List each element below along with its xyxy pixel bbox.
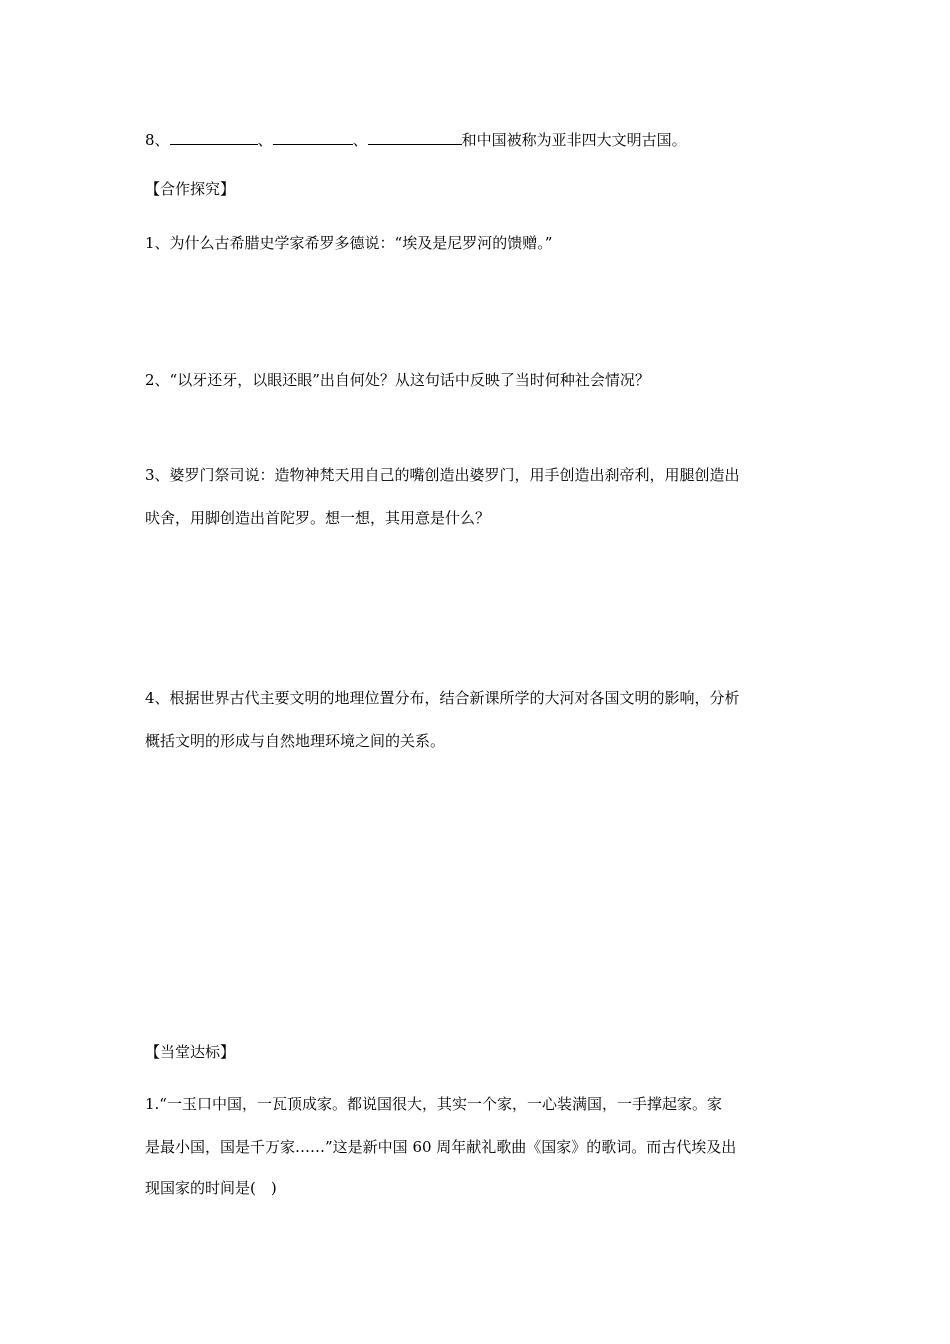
question-8 [145,128,687,151]
separator: 、 [352,131,368,149]
separator: 、 [257,131,273,149]
section-heading-cooperative-inquiry: 【合作探究】 [145,180,236,198]
assessment-question-1-line-2: 是最小国，国是千万家……”这是新中国 60 周年献礼歌曲《国家》的歌词。而古代埃及出 [145,1138,737,1156]
assessment-question-1-line-3: 现国家的时间是( ) [145,1179,277,1197]
inquiry-question-3-line-1: 3、婆罗门祭司说：造物神梵天用自己的嘴创造出婆罗门，用手创造出刹帝利，用腿创造出 [145,466,740,484]
assessment-question-1-line-1: 1.“一玉口中国，一瓦顶成家。都说国很大，其实一个家，一心装满国，一手撑起家。家 [145,1095,722,1113]
answer-blank-3[interactable] [368,128,462,145]
question-tail: 和中国被称为亚非四大文明古国。 [461,131,687,149]
inquiry-question-2: 2、“以牙还牙，以眼还眼”出自何处？从这句话中反映了当时何种社会情况？ [145,371,650,389]
inquiry-question-4-line-1: 4、根据世界古代主要文明的地理位置分布，结合新课所学的大河对各国文明的影响，分析 [145,689,740,707]
answer-blank-1[interactable] [170,128,258,145]
question-number: 8、 [145,131,170,149]
inquiry-question-3-line-2: 吠舍，用脚创造出首陀罗。想一想，其用意是什么？ [145,509,491,527]
inquiry-question-1: 1、为什么古希腊史学家希罗多德说：“埃及是尼罗河的馈赠。” [145,234,553,252]
answer-blank-2[interactable] [273,128,353,145]
section-heading-in-class-assessment: 【当堂达标】 [145,1043,236,1061]
inquiry-question-4-line-2: 概括文明的形成与自然地理环境之间的关系。 [145,732,446,750]
